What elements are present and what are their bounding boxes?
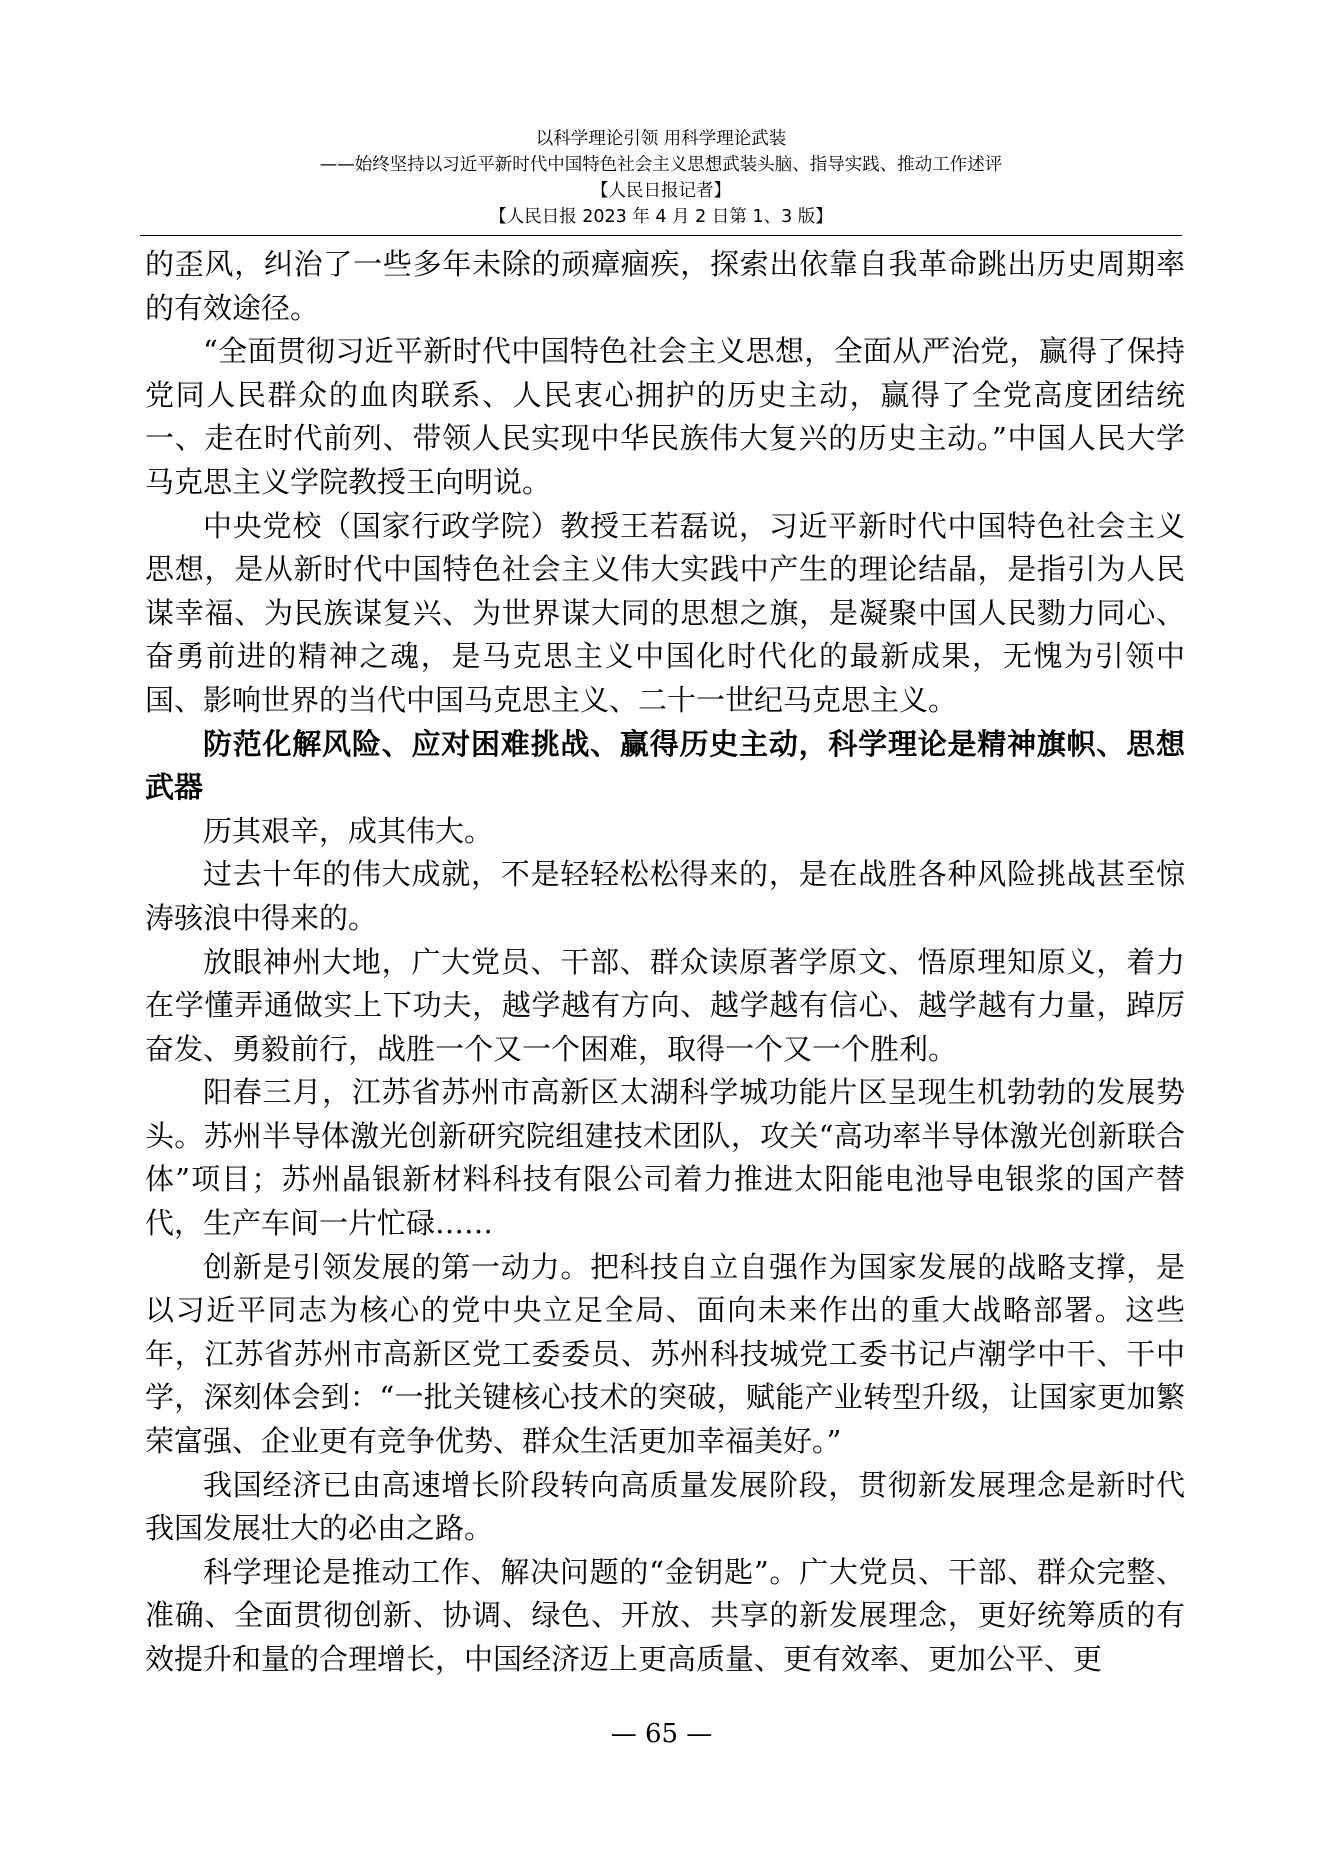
paragraph: 放眼神州大地，广大党员、干部、群众读原著学原文、悟原理知原义，着力在学懂弄通做实上下功夫，越学越有方向、越学越有信心、越学越有力量，踔厉奋发、勇毅前行，战胜一个又一个困难，取得一个又一个胜利。: [145, 944, 1185, 1066]
header-divider: [140, 235, 1182, 236]
paragraph-continuation: 的歪风，纠治了一些多年未除的顽瘴痼疾，探索出依靠自我革命跳出历史周期率的有效途径。: [145, 247, 1185, 325]
paragraph: 阳春三月，江苏省苏州市高新区太湖科学城功能片区呈现生机勃勃的发展势头。苏州半导体激光创新研究院组建技术团队，攻关“高功率半导体激光创新联合体”项目；苏州晶银新材料科技有限公司着力推进太阳能电池导电银浆的国产替代，生产车间一片忙碌……: [145, 1075, 1185, 1241]
paragraph: 创新是引领发展的第一动力。把科技自立自强作为国家发展的战略支撑，是以习近平同志为核心的党中央立足全局、面向未来作出的重大战略部署。这些年，江苏省苏州市高新区党工委委员、苏州科技城党工委书记卢潮学中干、干中学，深刻体会到：“一批关键核心技术的突破，赋能产业转型升级，让国家更加繁荣富强、企业更有竞争优势、群众生活更加幸福美好。”: [145, 1249, 1185, 1459]
paragraph: “全面贯彻习近平新时代中国特色社会主义思想，全面从严治党，赢得了保持党同人民群众的血肉联系、人民衷心拥护的历史主动，赢得了全党高度团结统一、走在时代前列、带领人民实现中华民族伟大复兴的历史主动。”中国人民大学马克思主义学院教授王向明说。: [145, 334, 1185, 499]
running-header: [140, 126, 1182, 230]
paragraph: 科学理论是推动工作、解决问题的“金钥匙”。广大党员、干部、群众完整、准确、全面贯彻创新、协调、绿色、开放、共享的新发展理念，更好统筹质的有效提升和量的合理增长，中国经济迈上更高质量、更有效率、更加公平、更: [145, 1554, 1185, 1676]
article-byline: 【人民日报记者】: [591, 181, 731, 201]
article-body: [145, 243, 1185, 1682]
paragraph: 历其艰辛，成其伟大。: [203, 813, 494, 848]
paragraph: 中央党校（国家行政学院）教授王若磊说，习近平新时代中国特色社会主义思想，是从新时代中国特色社会主义伟大实践中产生的理论结晶，是指引为人民谋幸福、为民族谋复兴、为世界谋大同的思想之旗，是凝聚中国人民勠力同心、奋勇前进的精神之魂，是马克思主义中国化时代化的最新成果，无愧为引领中国、影响世界的当代中国马克思主义、二十一世纪马克思主义。: [145, 508, 1185, 717]
paragraph: 我国经济已由高速增长阶段转向高质量发展阶段，贯彻新发展理念是新时代我国发展壮大的必由之路。: [145, 1467, 1185, 1546]
paragraph: 过去十年的伟大成就，不是轻轻松松得来的，是在战胜各种风险挑战甚至惊涛骇浪中得来的。: [145, 857, 1185, 935]
section-heading: 防范化解风险、应对困难挑战、赢得历史主动，科学理论是精神旗帜、思想武器: [145, 726, 1185, 805]
article-subtitle: ——始终坚持以习近平新时代中国特色社会主义思想武装头脑、指导实践、推动工作述评: [319, 155, 1003, 175]
article-title: 以科学理论引领 用科学理论武装: [535, 129, 787, 149]
page-number: — 65 —: [610, 1719, 713, 1749]
article-source: 【人民日报 2023 年 4 月 2 日第 1、3 版】: [489, 207, 833, 227]
